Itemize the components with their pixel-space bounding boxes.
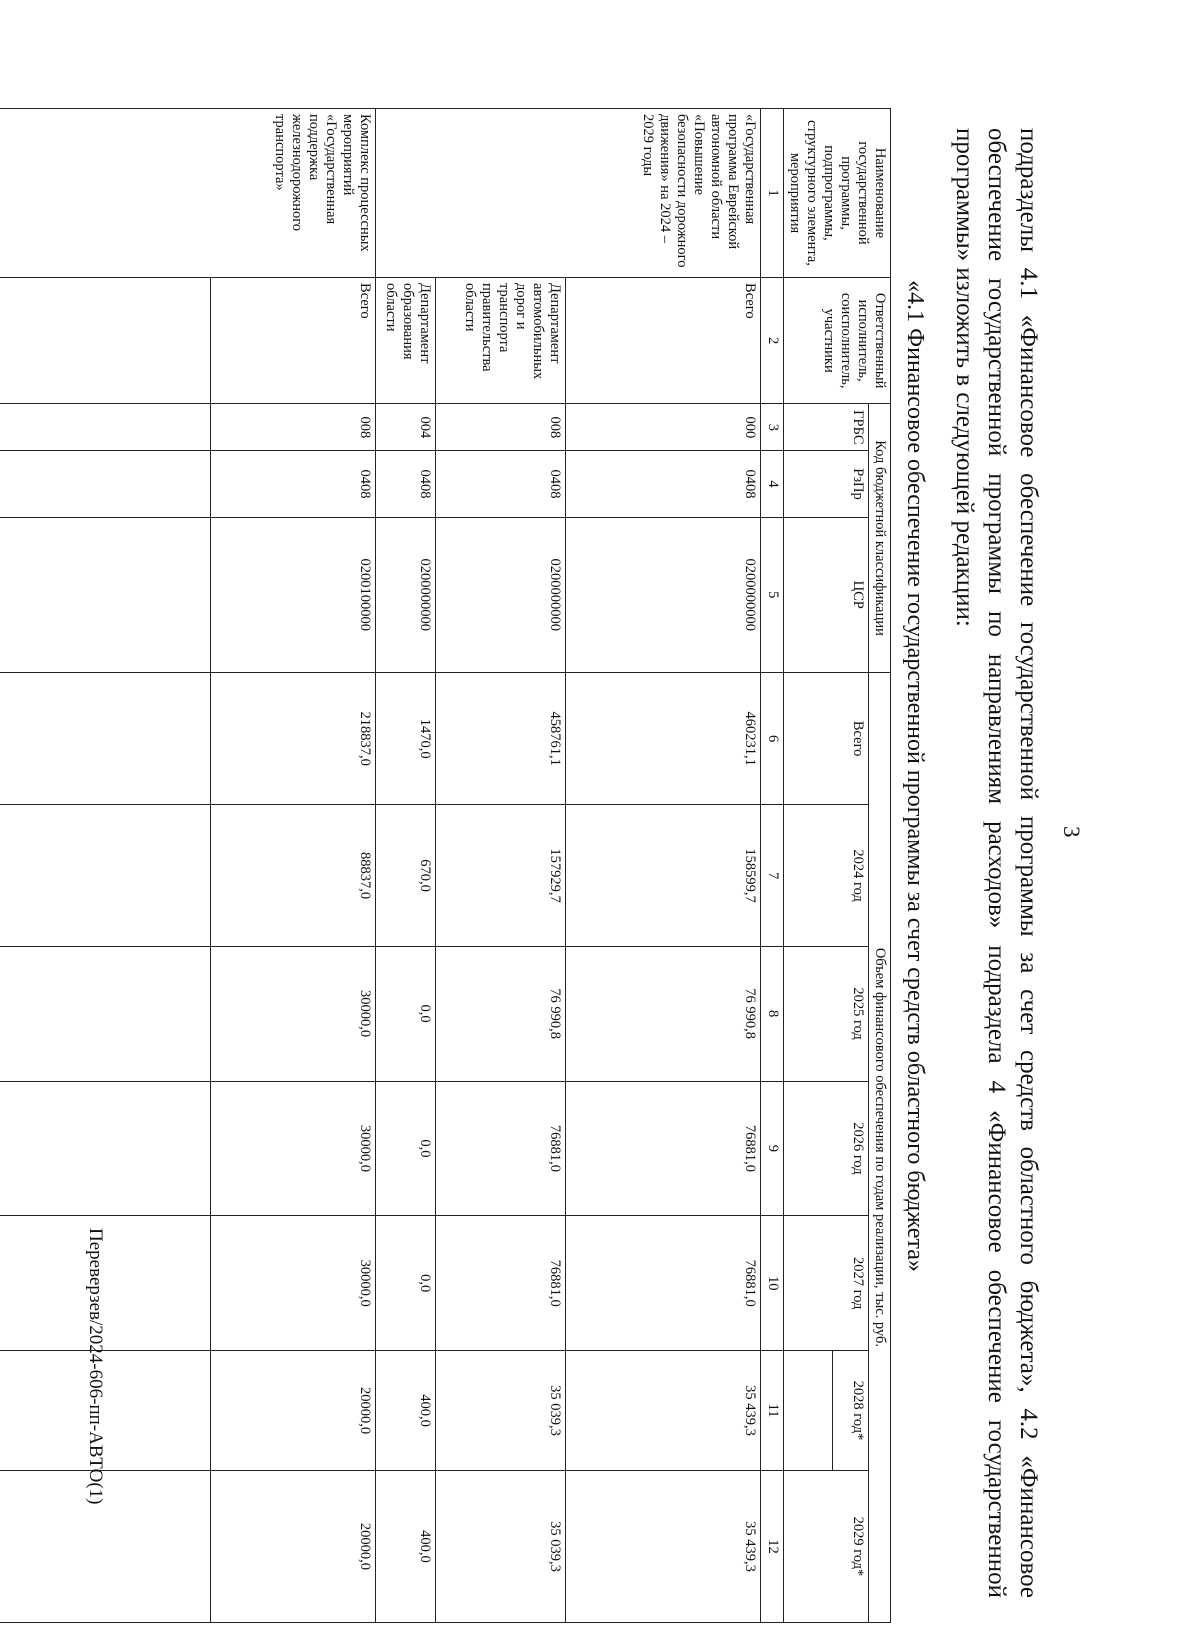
empty-cell	[0, 451, 211, 517]
value-cell: 35 039,3	[436, 1351, 566, 1471]
table-row	[211, 109, 376, 1623]
rzpr-cell: 0408	[436, 451, 566, 517]
rzpr-cell: 0408	[211, 451, 376, 517]
empty-cell	[0, 517, 211, 672]
column-number: 1	[761, 109, 784, 278]
value-cell: 88837,0	[211, 805, 376, 946]
value-cell: 76 990,8	[436, 946, 566, 1081]
intro-paragraph: подразделы 4.1 «Финансовое обеспечение государственной программы за счет средств областного бюджета», 4.2 «Финансовое обеспечение государственной программы по направлениям расходов» подраздела 4 «Финансовое обеспечение государственной программы» изложить в следующей редакции:	[951, 128, 1042, 1598]
page-number: 3	[1059, 826, 1084, 838]
total-cell: 218837,0	[211, 672, 376, 805]
header-grbs: ГРБС	[784, 404, 869, 451]
program-name-cell: «Государственная программа Еврейской автономной области «Повышение безопасности дорожного движения» на 2024 – 2029 годы	[376, 109, 761, 278]
value-cell: 30000,0	[211, 1081, 376, 1216]
column-number: 4	[761, 451, 784, 517]
rzpr-cell: 0408	[376, 451, 436, 517]
complex-name-cell: Комплекс процессных мероприятий «Государственная поддержка железнодорожного транспорта»	[0, 109, 376, 278]
empty-cell	[0, 805, 211, 946]
value-cell: 157929,7	[436, 805, 566, 946]
value-cell: 76881,0	[436, 1216, 566, 1351]
value-cell: 30000,0	[211, 946, 376, 1081]
value-cell: 400,0	[376, 1470, 436, 1622]
column-number: 12	[761, 1470, 784, 1622]
csr-cell: 0200100000	[211, 517, 376, 672]
responsible-cell: Всего	[566, 278, 761, 404]
header-year: 2024 год	[784, 805, 869, 946]
header-responsible: Ответственный исполнитель, соисполнитель, участники	[784, 278, 891, 404]
header-name: Наименование государственной программы, подпрограммы, структурного элемента, мероприятия	[784, 109, 891, 278]
value-cell: 35 439,3	[566, 1351, 761, 1471]
rzpr-cell: 0408	[566, 451, 761, 517]
document-signature: Переверзев/2024-606-пп-АВТО(1)	[85, 1228, 106, 1505]
grbs-cell: 000	[566, 404, 761, 451]
value-cell: 76881,0	[566, 1216, 761, 1351]
header-year: 2029 год*	[784, 1470, 869, 1622]
csr-cell: 0200000000	[436, 517, 566, 672]
table-row	[436, 109, 566, 1623]
value-cell: 30000,0	[211, 1216, 376, 1351]
value-cell: 35 439,3	[566, 1470, 761, 1622]
total-cell: 1470,0	[376, 672, 436, 805]
value-cell: 76881,0	[566, 1081, 761, 1216]
header-total: Всего	[784, 672, 869, 805]
header-rzpr: РзПр	[784, 451, 869, 517]
column-number: 9	[761, 1081, 784, 1216]
csr-cell: 0200000000	[566, 517, 761, 672]
value-cell: 20000,0	[211, 1351, 376, 1471]
empty-cell	[0, 1081, 211, 1216]
value-cell: 20000,0	[211, 1470, 376, 1622]
header-csr: ЦСР	[784, 517, 869, 672]
value-cell: 670,0	[376, 805, 436, 946]
header-year: 2026 год	[784, 1081, 869, 1216]
responsible-cell: Всего	[211, 278, 376, 404]
value-cell: 76 990,8	[566, 946, 761, 1081]
header-budget-code: Код бюджетной классификации	[869, 404, 891, 673]
column-number: 5	[761, 517, 784, 672]
value-cell: 35 039,3	[436, 1470, 566, 1622]
header-year: 2028 год*	[833, 1351, 869, 1471]
grbs-cell: 008	[436, 404, 566, 451]
header-year: 2025 год	[784, 946, 869, 1081]
csr-cell: 0200000000	[376, 517, 436, 672]
column-number: 11	[761, 1351, 784, 1471]
value-cell: 0,0	[376, 946, 436, 1081]
budget-table	[0, 108, 891, 1623]
empty-cell	[0, 404, 211, 451]
column-number: 7	[761, 805, 784, 946]
responsible-cell: Департамент автомобильных дорог и транспорта правительства области	[436, 278, 566, 404]
column-number: 8	[761, 946, 784, 1081]
header-year: 2027 год	[784, 1216, 869, 1351]
value-cell: 76881,0	[436, 1081, 566, 1216]
value-cell: 400,0	[376, 1351, 436, 1471]
column-number: 2	[761, 278, 784, 404]
total-cell: 458761,1	[436, 672, 566, 805]
empty-cell	[0, 278, 211, 404]
empty-cell	[0, 946, 211, 1081]
grbs-cell: 008	[211, 404, 376, 451]
total-cell: 460231,1	[566, 672, 761, 805]
header-volume: Объем финансового обеспечения по годам реализации, тыс. руб.	[869, 672, 891, 1622]
column-number-row	[761, 109, 784, 1623]
table-row	[566, 109, 761, 1623]
value-cell: 0,0	[376, 1081, 436, 1216]
table-title: «4.1 Финансовое обеспечение государственной программы за счет средств областного бюджета»	[902, 280, 928, 1272]
value-cell: 0,0	[376, 1216, 436, 1351]
empty-cell	[0, 672, 211, 805]
responsible-cell: Департамент образования области	[376, 278, 436, 404]
header-row-1	[869, 109, 891, 1623]
header-spacer	[784, 1351, 833, 1471]
column-number: 6	[761, 672, 784, 805]
grbs-cell: 004	[376, 404, 436, 451]
table-row	[376, 109, 436, 1623]
column-number: 3	[761, 404, 784, 451]
value-cell: 158599,7	[566, 805, 761, 946]
column-number: 10	[761, 1216, 784, 1351]
